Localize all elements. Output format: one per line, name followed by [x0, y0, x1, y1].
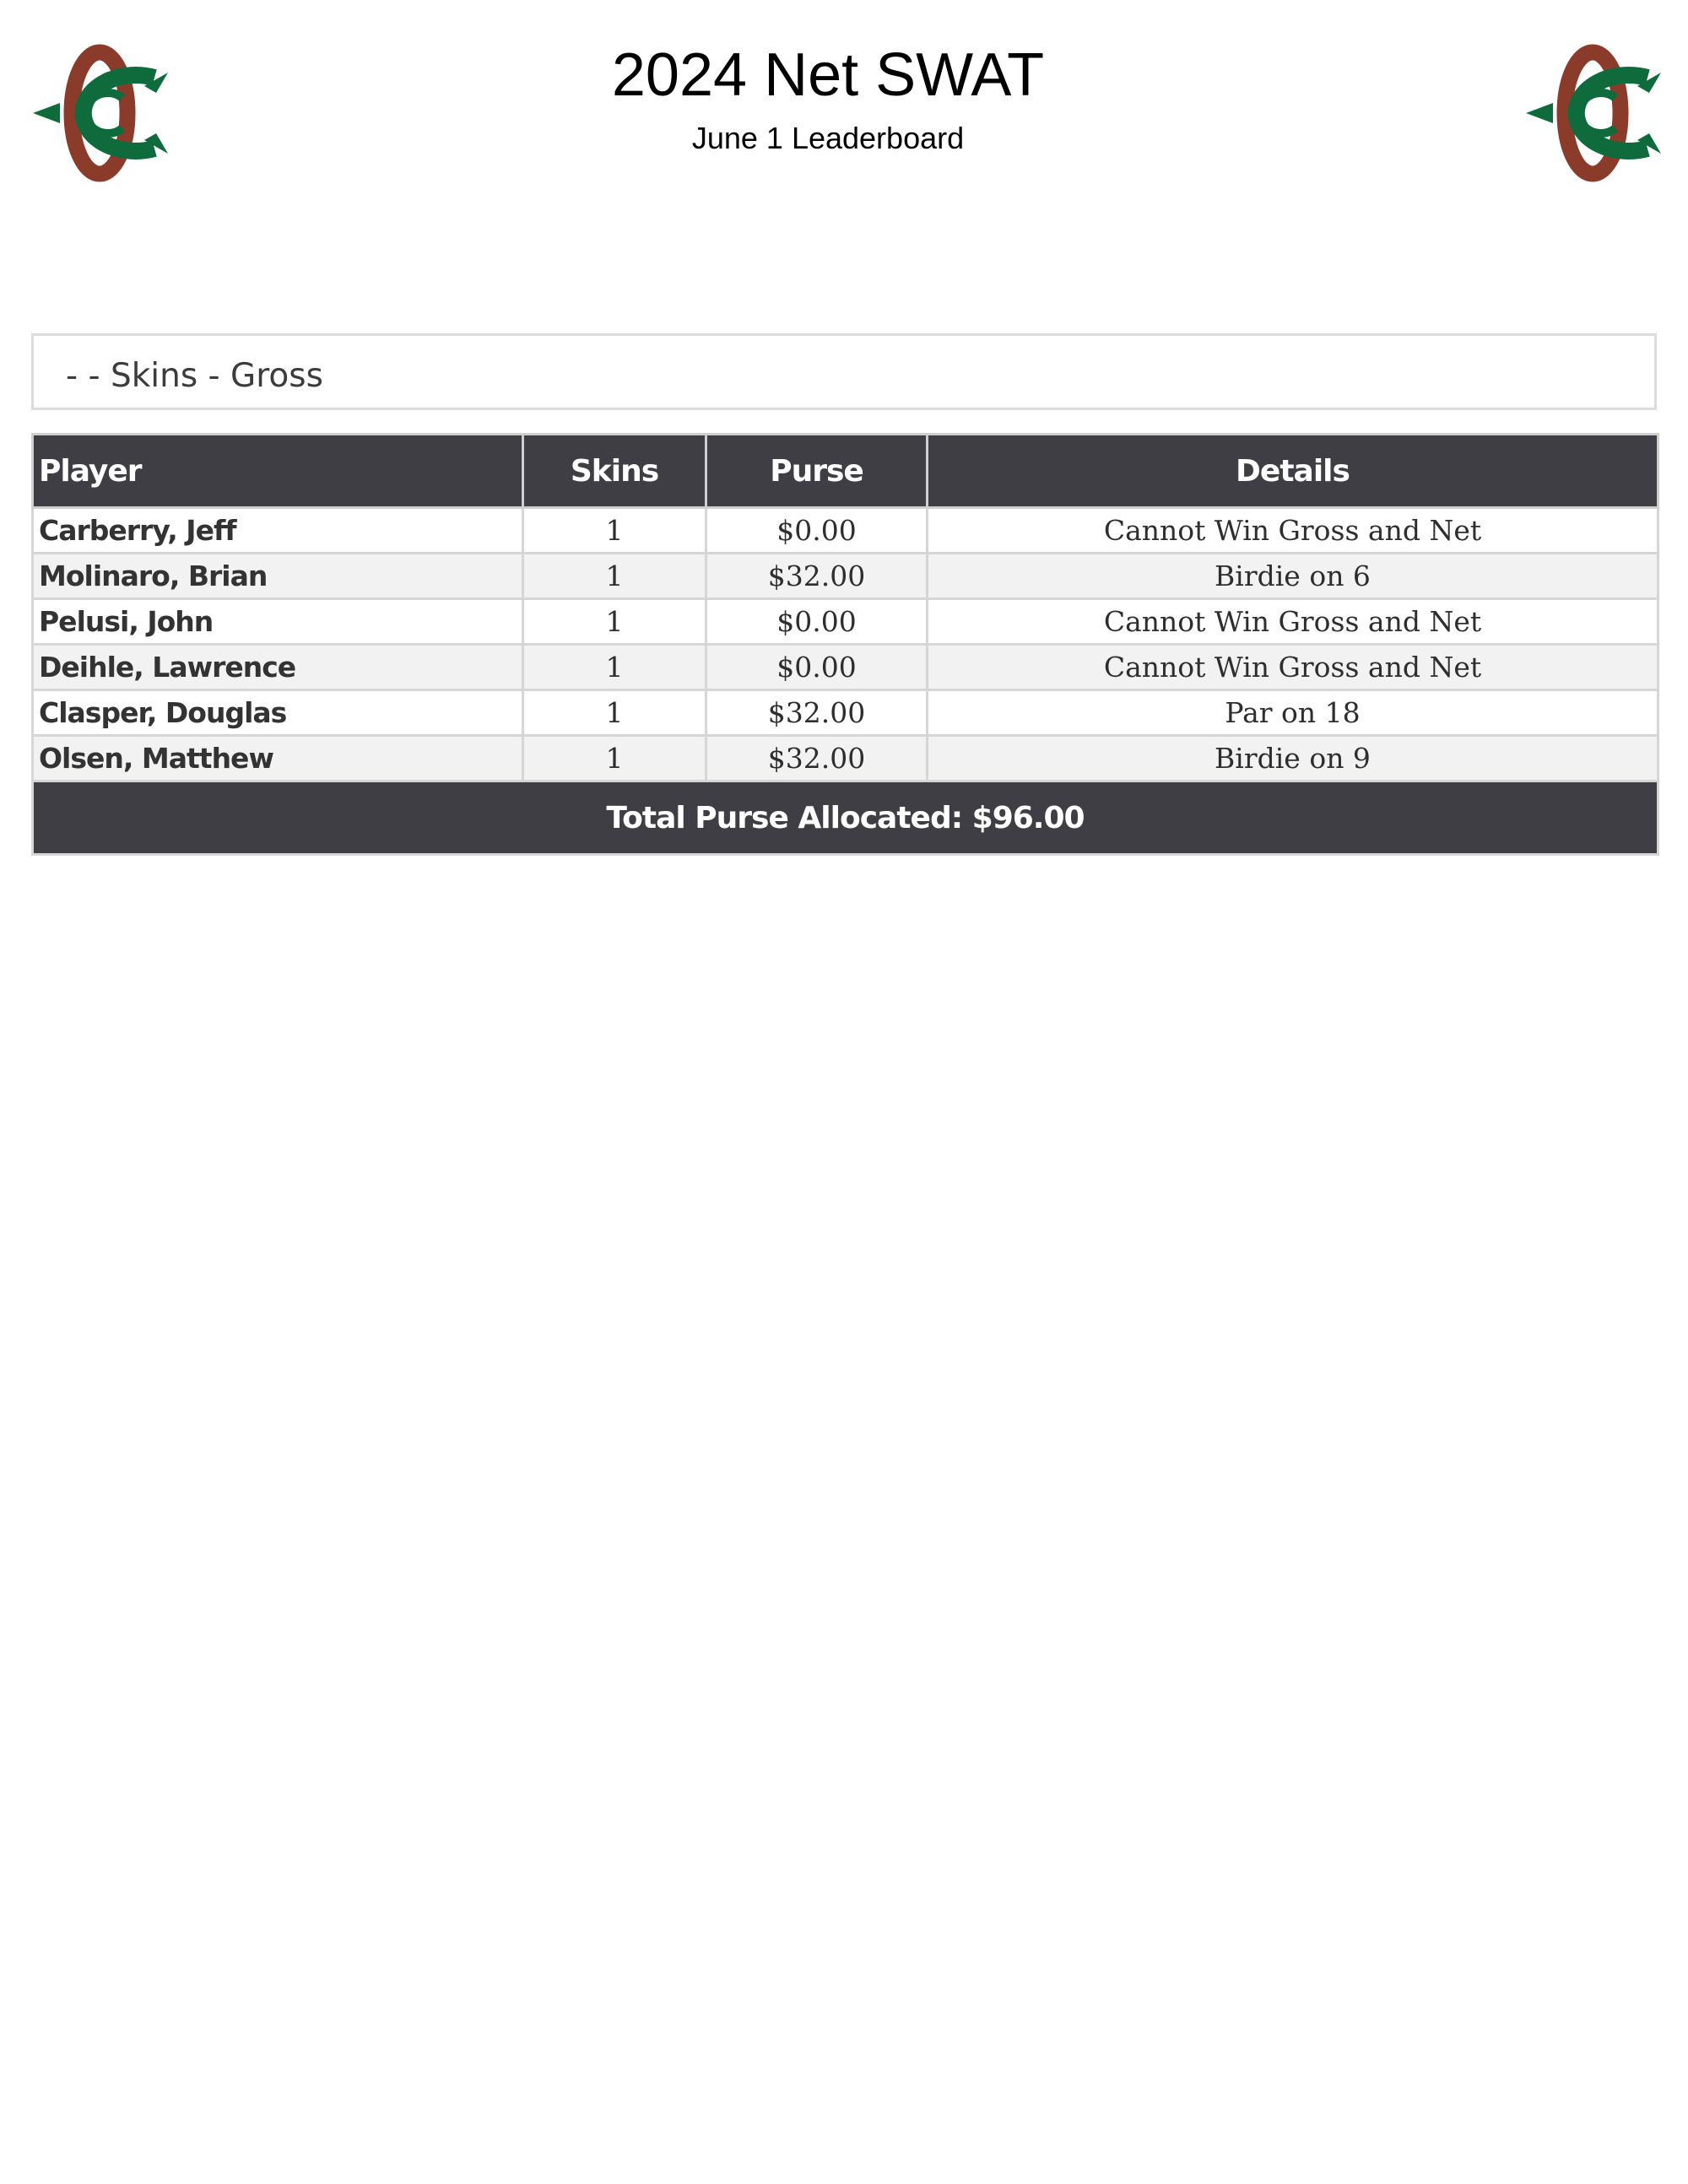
page-subtitle: June 1 Leaderboard: [691, 121, 965, 155]
skin-details: Birdie on 9: [928, 736, 1658, 781]
player-name: Deihle, Lawrence: [33, 645, 523, 690]
skin-details: Par on 18: [928, 690, 1658, 736]
purse-amount: $32.00: [706, 736, 928, 781]
player-name: Olsen, Matthew: [33, 736, 523, 781]
player-name: Molinaro, Brian: [33, 554, 523, 599]
player-name: Pelusi, John: [33, 599, 523, 645]
player-name: Carberry, Jeff: [33, 508, 523, 554]
player-name: Clasper, Douglas: [33, 690, 523, 736]
skin-details: Birdie on 6: [928, 554, 1658, 599]
table-row: [33, 736, 1658, 781]
column-header-details: Details: [928, 435, 1658, 508]
skins-count: 1: [523, 645, 706, 690]
table-row: [33, 599, 1658, 645]
skin-details: Cannot Win Gross and Net: [928, 645, 1658, 690]
skins-count: 1: [523, 736, 706, 781]
column-header-purse: Purse: [706, 435, 928, 508]
purse-amount: $0.00: [706, 508, 928, 554]
table-row: [33, 645, 1658, 690]
purse-amount: $32.00: [706, 554, 928, 599]
skins-count: 1: [523, 690, 706, 736]
skins-count: 1: [523, 554, 706, 599]
total-purse: Total Purse Allocated: $96.00: [33, 781, 1658, 855]
skin-details: Cannot Win Gross and Net: [928, 599, 1658, 645]
skins-table: [31, 433, 1659, 856]
skins-count: 1: [523, 599, 706, 645]
column-header-player: Player: [33, 435, 523, 508]
skins-count: 1: [523, 508, 706, 554]
page-title: 2024 Net SWAT: [611, 41, 1045, 109]
column-header-skins: Skins: [523, 435, 706, 508]
table-header-row: [33, 435, 1658, 508]
table-row: [33, 554, 1658, 599]
purse-amount: $0.00: [706, 645, 928, 690]
purse-amount: $32.00: [706, 690, 928, 736]
section-title: - - Skins - Gross: [66, 357, 323, 395]
section-header: [31, 333, 1657, 410]
table-total-row: [33, 781, 1658, 855]
purse-amount: $0.00: [706, 599, 928, 645]
skin-details: Cannot Win Gross and Net: [928, 508, 1658, 554]
table-row: [33, 690, 1658, 736]
table-row: [33, 508, 1658, 554]
